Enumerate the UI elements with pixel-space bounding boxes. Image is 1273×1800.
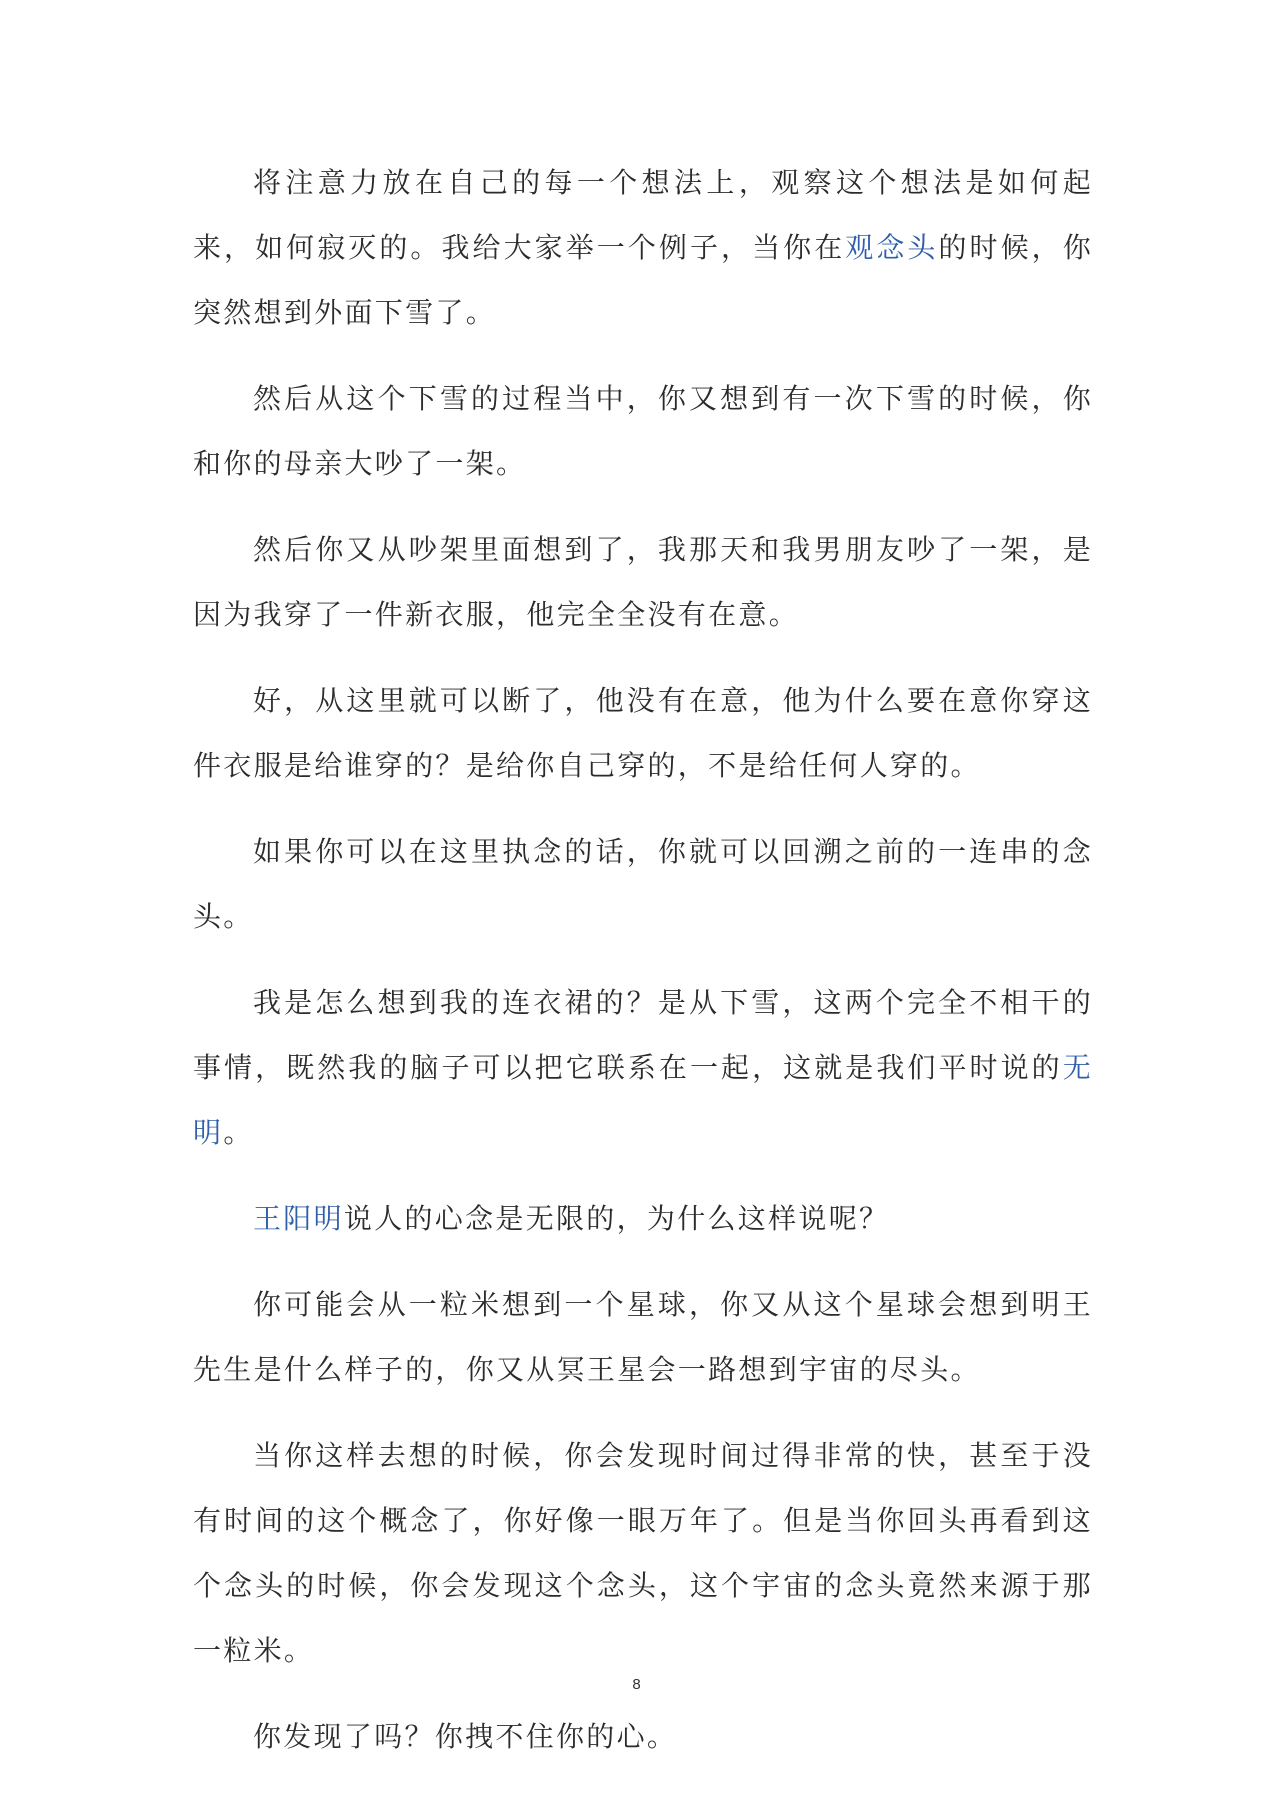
- paragraph: [193, 1423, 1093, 1683]
- paragraph-text: 我是怎么想到我的连衣裙的？是从下雪，这两个完全不相干的事情，既然我的脑子可以把它联系在一起，这就是我们平时说的: [193, 986, 1093, 1084]
- paragraph-text: 。: [223, 1116, 254, 1149]
- paragraph: [193, 150, 1093, 345]
- paragraph-text: 你可能会从一粒米想到一个星球，你又从这个星球会想到明王先生是什么样子的，你又从冥王星会一路想到宇宙的尽头。: [193, 1288, 1093, 1386]
- paragraph-text: 说人的心念是无限的，为什么这样说呢？: [343, 1202, 890, 1235]
- paragraph-text: 你发现了吗？你拽不住你的心。: [253, 1720, 678, 1753]
- term-link[interactable]: 观念头: [845, 231, 939, 264]
- paragraph-text: 当你这样去想的时候，你会发现时间过得非常的快，甚至于没有时间的这个概念了，你好像一眼万年了。但是当你回头再看到这个念头的时候，你会发现这个念头，这个宇宙的念头竟然来源于那一粒米。: [193, 1439, 1093, 1667]
- term-link[interactable]: 无明: [193, 1051, 1093, 1149]
- paragraph: [193, 366, 1093, 496]
- paragraph: [193, 1272, 1093, 1402]
- paragraph: [193, 1704, 1093, 1769]
- paragraph-text: 好，从这里就可以断了，他没有在意，他为什么要在意你穿这件衣服是给谁穿的？是给你自己穿的，不是给任何人穿的。: [193, 684, 1093, 782]
- paragraph: [193, 819, 1093, 949]
- term-link[interactable]: 王阳明: [253, 1202, 344, 1235]
- paragraph-text: 然后你又从吵架里面想到了，我那天和我男朋友吵了一架，是因为我穿了一件新衣服，他完全全没有在意。: [193, 533, 1093, 631]
- paragraph-text: 如果你可以在这里执念的话，你就可以回溯之前的一连串的念头。: [193, 835, 1093, 933]
- paragraph: [193, 517, 1093, 647]
- paragraph: [193, 970, 1093, 1165]
- paragraph: [193, 1186, 1093, 1251]
- paragraph-text: 将注意力放在自己的每一个想法上，观察这个想法是如何起来，如何寂灭的。我给大家举一个例子，当你在: [193, 166, 1093, 264]
- page-number: 8: [632, 1676, 641, 1693]
- body-text: [193, 150, 1093, 1790]
- paragraph: [193, 668, 1093, 798]
- paragraph-text: 的时候，你突然想到外面下雪了。: [193, 231, 1093, 329]
- paragraph-text: 然后从这个下雪的过程当中，你又想到有一次下雪的时候，你和你的母亲大吵了一架。: [193, 382, 1093, 480]
